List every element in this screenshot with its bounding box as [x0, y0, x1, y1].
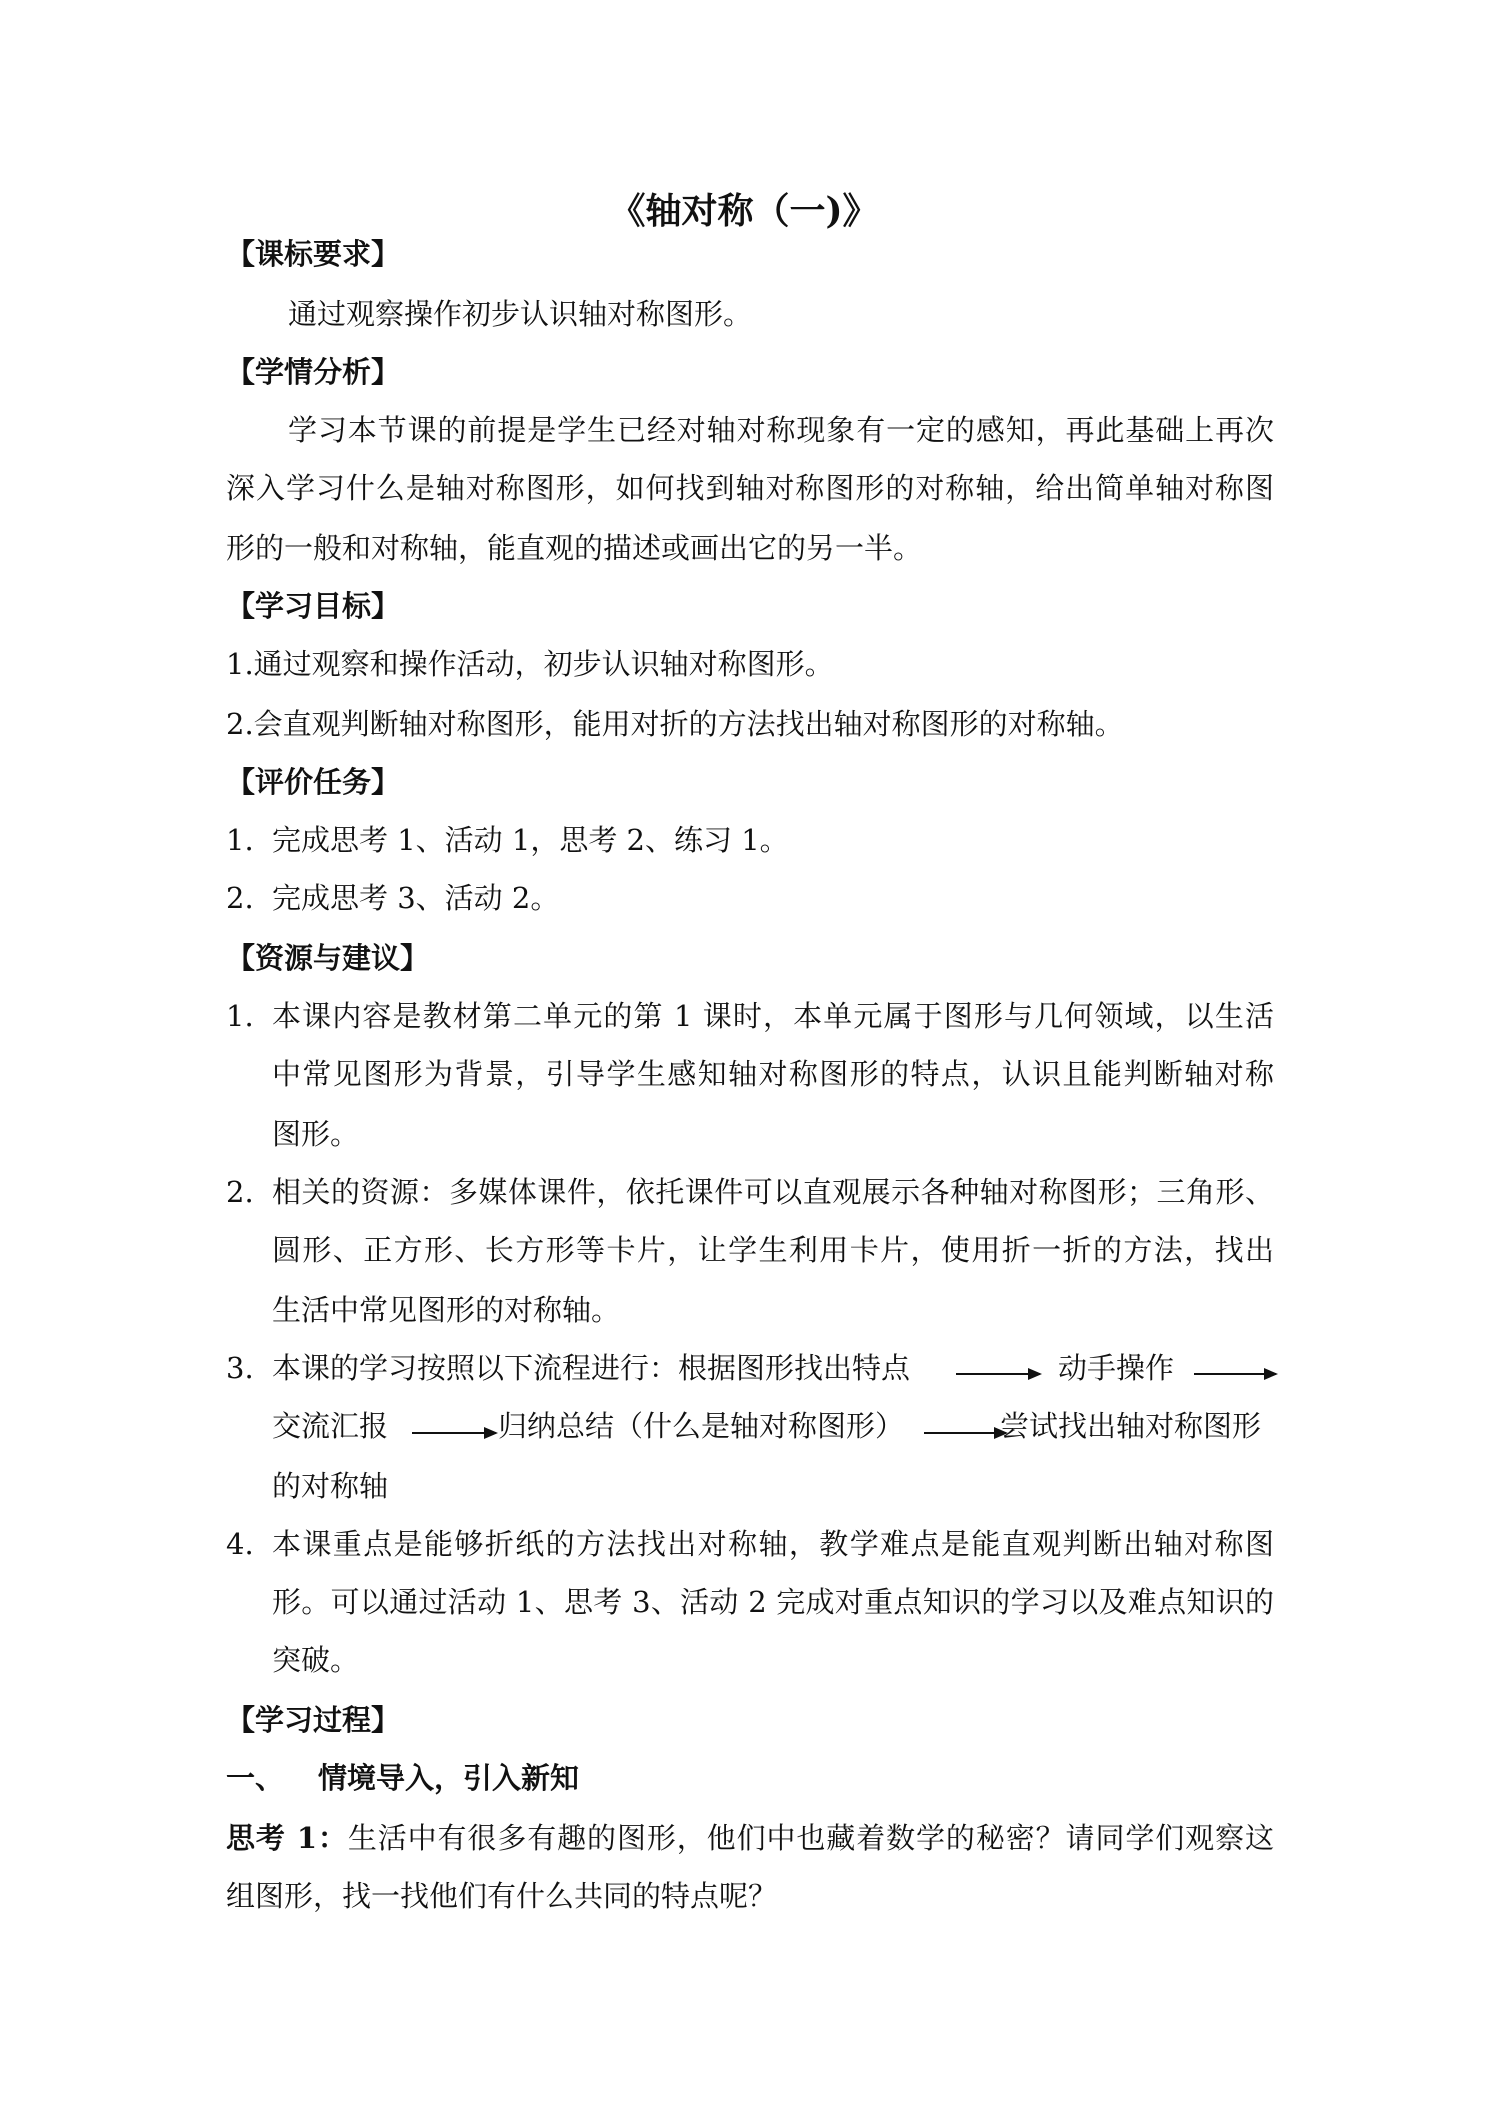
xueqing-line-3: 形的一般和对称轴，能直观的描述或画出它的另一半。	[226, 531, 923, 565]
flow-step-5-continued: 的对称轴	[272, 1469, 389, 1503]
list-number: 1.	[226, 823, 254, 857]
section-heading-mubiao: 【学习目标】	[226, 589, 401, 623]
ziyuan-item4-number: 4.	[226, 1527, 254, 1561]
ziyuan-item4-line-1: 本课重点是能够折纸的方法找出对称轴，教学难点是能直观判断出轴对称图	[272, 1527, 1274, 1561]
think1-text: 生活中有很多有趣的图形，他们中也藏着数学的秘密？请同学们观察这	[347, 1821, 1274, 1855]
list-number: 2.	[226, 881, 254, 915]
flow-arrow-2	[1194, 1373, 1276, 1375]
list-text: 完成思考 1、活动 1，思考 2、练习 1。	[272, 823, 789, 857]
flow-arrow-1	[956, 1373, 1040, 1375]
section-heading-kebiao: 【课标要求】	[226, 237, 401, 271]
page-title: 《轴对称（一)》	[609, 190, 879, 232]
section-heading-ziyuan: 【资源与建议】	[226, 941, 430, 975]
flow-step-5: 尝试找出轴对称图形	[1000, 1409, 1262, 1443]
ziyuan-item2-line-1: 相关的资源：多媒体课件，依托课件可以直观展示各种轴对称图形；三角形、	[272, 1175, 1274, 1209]
mubiao-item-1: 1.通过观察和操作活动，初步认识轴对称图形。	[226, 647, 834, 681]
ziyuan-item2-line-2: 圆形、正方形、长方形等卡片，让学生利用卡片，使用折一折的方法，找出	[272, 1233, 1274, 1267]
ziyuan-item2-number: 2.	[226, 1175, 254, 1209]
kebiao-text: 通过观察操作初步认识轴对称图形。	[288, 297, 753, 331]
pingjia-item-2	[226, 880, 559, 916]
subsection-title: 情境导入，引入新知	[318, 1761, 580, 1795]
think1-label: 思考 1：	[226, 1821, 348, 1855]
ziyuan-item1-line-3: 图形。	[272, 1117, 360, 1151]
think1-line-1	[226, 1820, 1274, 1856]
flow-step-2: 动手操作	[1058, 1351, 1175, 1385]
list-text: 完成思考 3、活动 2。	[272, 881, 560, 915]
ziyuan-item4-line-3: 突破。	[272, 1643, 360, 1677]
section-heading-xueqing: 【学情分析】	[226, 355, 401, 389]
flow-step-4: 归纳总结（什么是轴对称图形）	[498, 1409, 905, 1443]
flow-step-3: 交流汇报	[272, 1409, 389, 1443]
ziyuan-item2-line-3: 生活中常见图形的对称轴。	[272, 1293, 621, 1327]
ziyuan-item1-line-1: 本课内容是教材第二单元的第 1 课时，本单元属于图形与几何领域，以生活	[272, 999, 1274, 1033]
flow-arrow-4	[924, 1432, 1006, 1434]
ziyuan-item3-number: 3.	[226, 1351, 254, 1385]
ziyuan-item1-line-2: 中常见图形为背景，引导学生感知轴对称图形的特点，认识且能判断轴对称	[272, 1057, 1274, 1091]
xueqing-line-1: 学习本节课的前提是学生已经对轴对称现象有一定的感知，再此基础上再次	[288, 413, 1274, 447]
flow-step-1: 本课的学习按照以下流程进行：根据图形找出特点	[272, 1351, 911, 1385]
xueqing-line-2: 深入学习什么是轴对称图形，如何找到轴对称图形的对称轴，给出简单轴对称图	[226, 471, 1274, 505]
section-heading-guocheng: 【学习过程】	[226, 1703, 401, 1737]
ziyuan-item4-line-2: 形。可以通过活动 1、思考 3、活动 2 完成对重点知识的学习以及难点知识的	[272, 1585, 1274, 1619]
pingjia-item-1	[226, 822, 789, 858]
subsection-number: 一、	[226, 1761, 285, 1795]
flow-arrow-3	[412, 1432, 496, 1434]
ziyuan-item1-number: 1.	[226, 999, 254, 1033]
section-heading-pingjia: 【评价任务】	[226, 765, 401, 799]
think1-line-2: 组图形，找一找他们有什么共同的特点呢？	[226, 1879, 778, 1913]
mubiao-item-2: 2.会直观判断轴对称图形，能用对折的方法找出轴对称图形的对称轴。	[226, 707, 1124, 741]
